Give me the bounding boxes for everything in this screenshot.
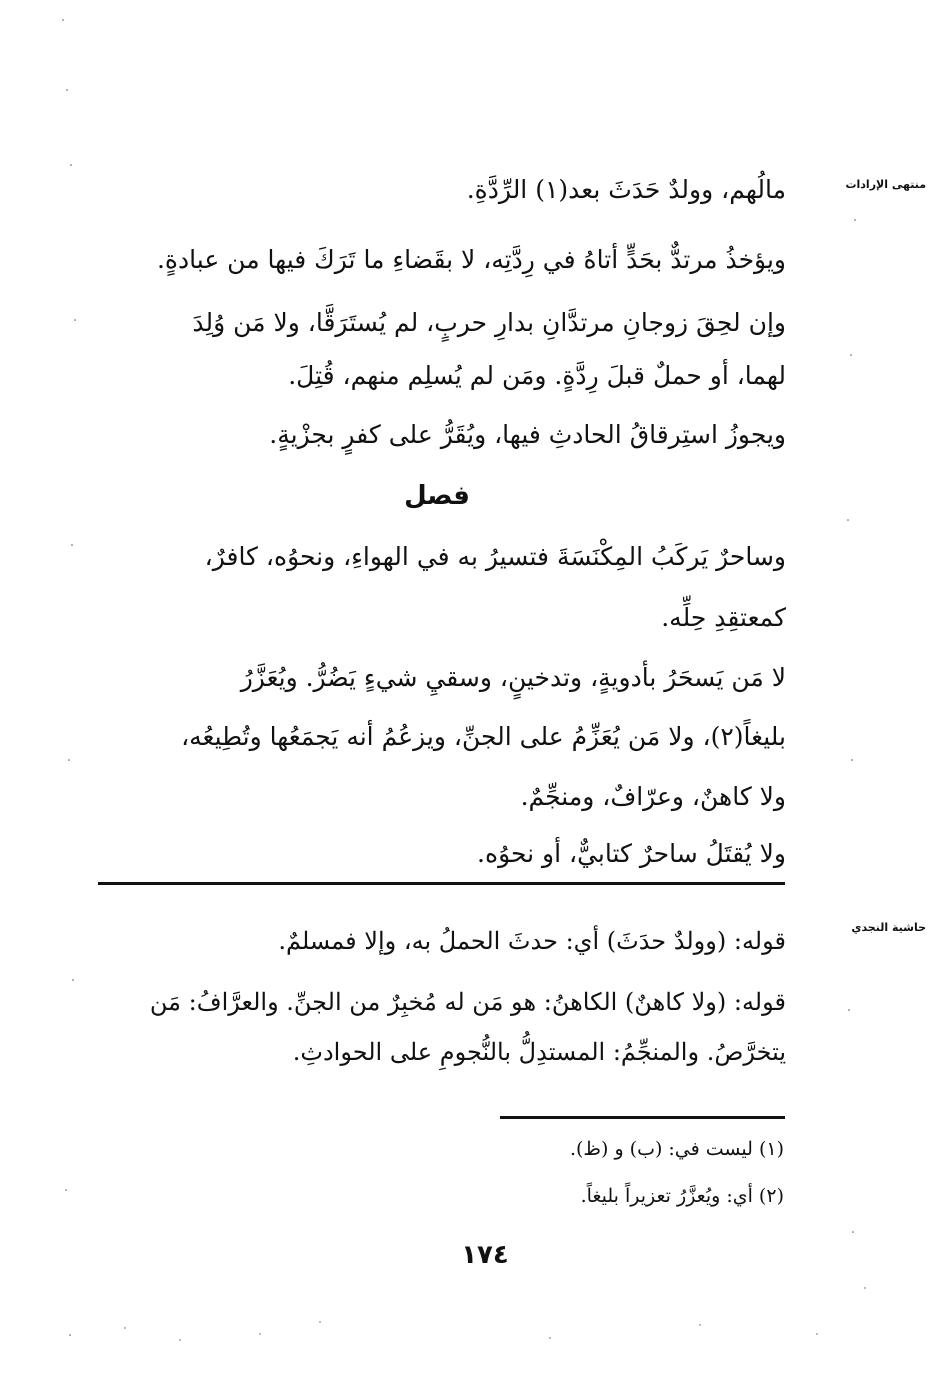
- page-number: ١٧٤: [461, 1240, 509, 1270]
- footnote-1: (١) ليست في: (ب) و (ظ).: [569, 1138, 784, 1160]
- main-text-line-2: ويؤخذُ مرتدٌّ بحَدٍّ أتاهُ في رِدَّتِه، لا بقَضاءِ ما تَرَكَ فيها من عبادةٍ.: [156, 245, 786, 274]
- hashiya-line-2: قوله: (ولا كاهنٌ) الكاهنُ: هو مَن له مُخبِرٌ من الجنِّ. والعرَّافُ: مَن: [149, 988, 786, 1016]
- main-text-line-4: لهما، أو حملٌ قبلَ رِدَّةٍ. ومَن لم يُسلِم منهم، قُتِلَ.: [288, 361, 786, 390]
- main-text-line-8: لا مَن يَسحَرُ بأدويةٍ، وتدخينٍ، وسقيِ شيءٍ يَضُرُّ. ويُعَزَّرُ: [240, 663, 786, 692]
- main-text-line-1: مالُهم، وولدٌ حَدَثَ بعد(١) الرِّدَّةِ.: [466, 175, 786, 204]
- main-text-line-5: ويجوزُ استِرقاقُ الحادثِ فيها، ويُقَرُّ على كفرٍ بجزْيةٍ.: [269, 420, 786, 449]
- margin-label-main-text: منتهى الإرادات: [845, 178, 926, 191]
- main-text-line-9: بليغاً(٢)، ولا مَن يُعَزِّمُ على الجنِّ، ويزعُمُ أنه يَجمَعُها وتُطِيعُه،: [181, 722, 786, 751]
- section-heading: فصل: [404, 481, 470, 511]
- hashiya-line-1: قوله: (وولدٌ حدَثَ) أي: حدثَ الحملُ به، وإلا فمسلمٌ.: [278, 927, 786, 955]
- main-text-line-6: وساحرٌ يَركَبُ المِكْنَسَةَ فتسيرُ به في الهواءِ، ونحوُه، كافرٌ،: [204, 542, 786, 571]
- main-divider: [98, 882, 785, 885]
- hashiya-line-3: يتخرَّصُ. والمنجِّمُ: المستدِلُّ بالنُّجومِ على الحوادثِ.: [292, 1038, 786, 1066]
- main-text-line-7: كمعتقِدِ حِلِّه.: [661, 603, 786, 632]
- main-text-line-3: وإن لحِقَ زوجانِ مرتدَّانِ بدارِ حربٍ، لم يُستَرَقَّا، ولا مَن وُلِدَ: [192, 308, 786, 337]
- main-text-line-10: ولا كاهنٌ، وعرّافٌ، ومنجِّمٌ.: [520, 782, 786, 811]
- footnote-divider: [500, 1116, 785, 1119]
- main-text-line-11: ولا يُقتَلُ ساحرٌ كتابيٌّ، أو نحوُه.: [477, 839, 786, 868]
- footnote-2: (٢) أي: ويُعزَّرُ تعزيراً بليغاً.: [580, 1185, 784, 1207]
- margin-label-hashiya: حاشية النجدي: [851, 921, 926, 934]
